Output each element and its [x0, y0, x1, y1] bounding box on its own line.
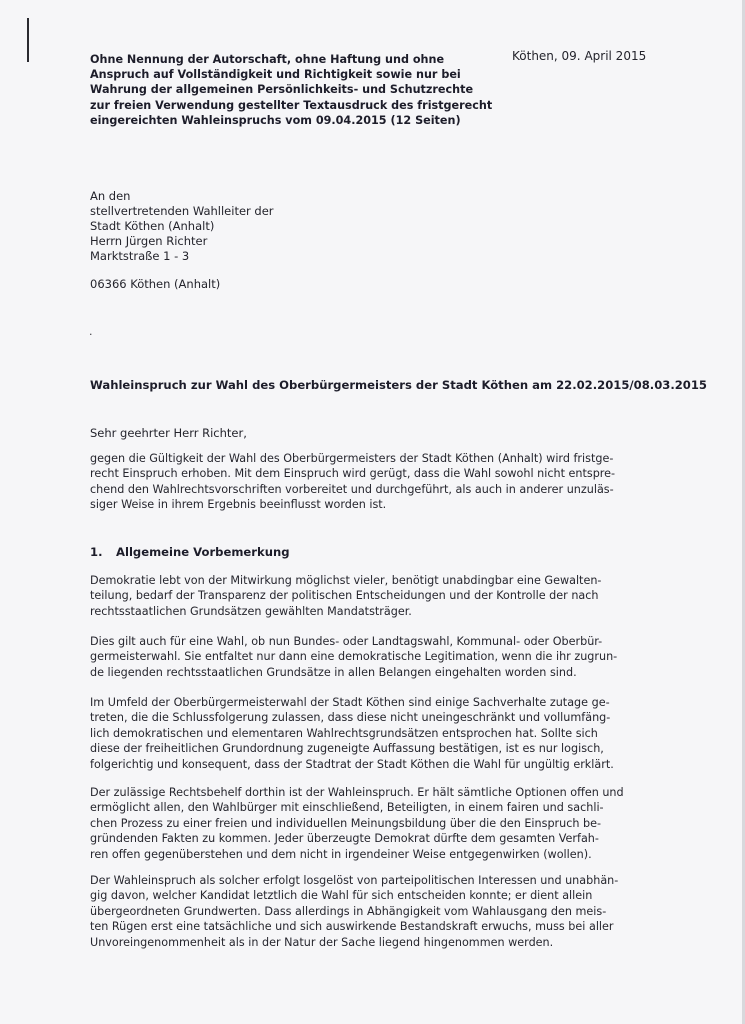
paragraph-line: ten Rügen erst eine tatsächliche und sich auswirkende Bestandskraft erwuchs, muss bei aller — [90, 920, 614, 934]
recipient-address — [90, 189, 274, 264]
subject-line: Wahleinspruch zur Wahl des Oberbürgermeisters der Stadt Köthen am 22.02.2015/08.03.2015 — [90, 378, 707, 392]
address-line: Marktstraße 1 - 3 — [90, 249, 190, 263]
address-line: Stadt Köthen (Anhalt) — [90, 219, 215, 233]
paragraph-line: chend den Wahlrechtsvorschriften vorbereitet und durchgeführt, als auch in anderer unzuläs- — [90, 482, 614, 496]
paragraph-line: treten, die die Schlussfolgerung zulassen, dass diese nicht uneingeschränkt und vollumfäng- — [90, 711, 611, 725]
notice-line: Ohne Nennung der Autorschaft, ohne Haftung und ohne — [90, 53, 445, 66]
stray-dot: . — [89, 325, 93, 338]
paragraph-line: recht Einspruch erhoben. Mit dem Einspruch wird gerügt, dass die Wahl sowohl nicht entspre- — [90, 467, 616, 481]
address-line: Herrn Jürgen Richter — [90, 234, 208, 248]
margin-mark — [27, 18, 29, 62]
paragraph-line: Der zulässige Rechtsbehelf dorthin ist der Wahleinspruch. Er hält sämtliche Optionen offen und — [90, 786, 624, 799]
notice-line: Anspruch auf Vollständigkeit und Richtigkeit sowie nur bei — [90, 68, 461, 82]
address-line: An den — [90, 189, 131, 203]
section-heading — [90, 545, 290, 559]
paragraph-2 — [90, 634, 650, 680]
section-title: Allgemeine Vorbemerkung — [116, 545, 290, 559]
paragraph-3 — [90, 695, 650, 772]
address-line: stellvertretenden Wahlleiter der — [90, 204, 274, 218]
paragraph-line: Der Wahleinspruch als solcher erfolgt losgelöst von parteipolitischen Interessen und unabhän- — [90, 874, 619, 887]
notice-line: zur freien Verwendung gestellter Textausdruck des fristgerecht — [90, 98, 493, 112]
section-number: 1. — [90, 545, 103, 559]
paragraph-line: diese der freiheitlichen Grundordnung zugeneigte Auffassung bestätigen, ist es nur logisch, — [90, 742, 604, 756]
paragraph-line: rechtsstaatlichen Grundsätzen gewählten Mandatsträger. — [90, 604, 412, 618]
paragraph-line: Dies gilt auch für eine Wahl, ob nun Bundes- oder Landtagswahl, Kommunal- oder Oberbür- — [90, 635, 603, 648]
paragraph-line: Unvoreingenommenheit als in der Natur der Sache liegend hingenommen werden. — [90, 935, 554, 949]
postal-line: 06366 Köthen (Anhalt) — [90, 277, 221, 291]
paragraph-line: folgerichtig und konsequent, dass der Stadtrat der Stadt Köthen die Wahl für ungültig erklärt. — [90, 757, 614, 771]
notice-line: Wahrung der allgemeinen Persönlichkeits- und Schutzrechte — [90, 83, 474, 97]
paragraph-line: lich demokratischen und elementaren Wahlrechtsgrundsätzen entsprochen hat. Sollte sich — [90, 726, 598, 740]
paragraph-line: ermöglicht allen, den Wahlbürger mit einschließend, Beteiligten, in einem fairen und sachli- — [90, 801, 604, 815]
paragraph-line: teilung, bedarf der Transparenz der politischen Entscheidungen und der Kontrolle der nach — [90, 589, 599, 603]
paragraph-line: chen Prozess zu einer freien und individuellen Meinungsbildung über die den Einspruch be- — [90, 816, 602, 830]
intro-paragraph — [90, 451, 650, 513]
paragraph-line: de liegenden rechtsstaatlichen Grundsätze in allen Belangen eingehalten worden sind. — [90, 665, 577, 679]
usage-notice — [90, 52, 493, 128]
paragraph-line: ren offen gegenüberstehen und dem nicht in irgendeiner Weise entgegenwirken (wollen). — [90, 847, 592, 861]
paragraph-line: gegen die Gültigkeit der Wahl des Oberbürgermeisters der Stadt Köthen (Anhalt) wird fristge- — [90, 452, 614, 465]
paragraph-5 — [90, 873, 650, 950]
paragraph-line: Demokratie lebt von der Mitwirkung möglichst vieler, benötigt unabdingbar eine Gewalten- — [90, 574, 602, 587]
paragraph-line: übergeordneten Grundwerten. Dass allerdings in Abhängigkeit vom Wahlausgang den meis- — [90, 904, 607, 918]
paragraph-line: gründenden Fakten zu kommen. Jeder überzeugte Demokrat dürfte dem gesamten Verfah- — [90, 832, 599, 846]
salutation: Sehr geehrter Herr Richter, — [90, 426, 247, 440]
paragraph-line: Im Umfeld der Oberbürgermeisterwahl der Stadt Köthen sind einige Sachverhalte zutage ge- — [90, 696, 610, 709]
notice-line: eingereichten Wahleinspruchs vom 09.04.2015 (12 Seiten) — [90, 113, 461, 127]
paragraph-line: siger Weise in ihrem Ergebnis beeinflusst worden ist. — [90, 498, 387, 512]
dateline: Köthen, 09. April 2015 — [512, 49, 647, 63]
paragraph-1 — [90, 573, 650, 619]
paragraph-4 — [90, 785, 650, 862]
paragraph-line: germeisterwahl. Sie entfaltet nur dann eine demokratische Legitimation, wenn die ihr zugrun- — [90, 650, 618, 664]
paragraph-line: gig davon, welcher Kandidat letztlich die Wahl für sich entscheiden konnte; er dient allein — [90, 889, 593, 903]
